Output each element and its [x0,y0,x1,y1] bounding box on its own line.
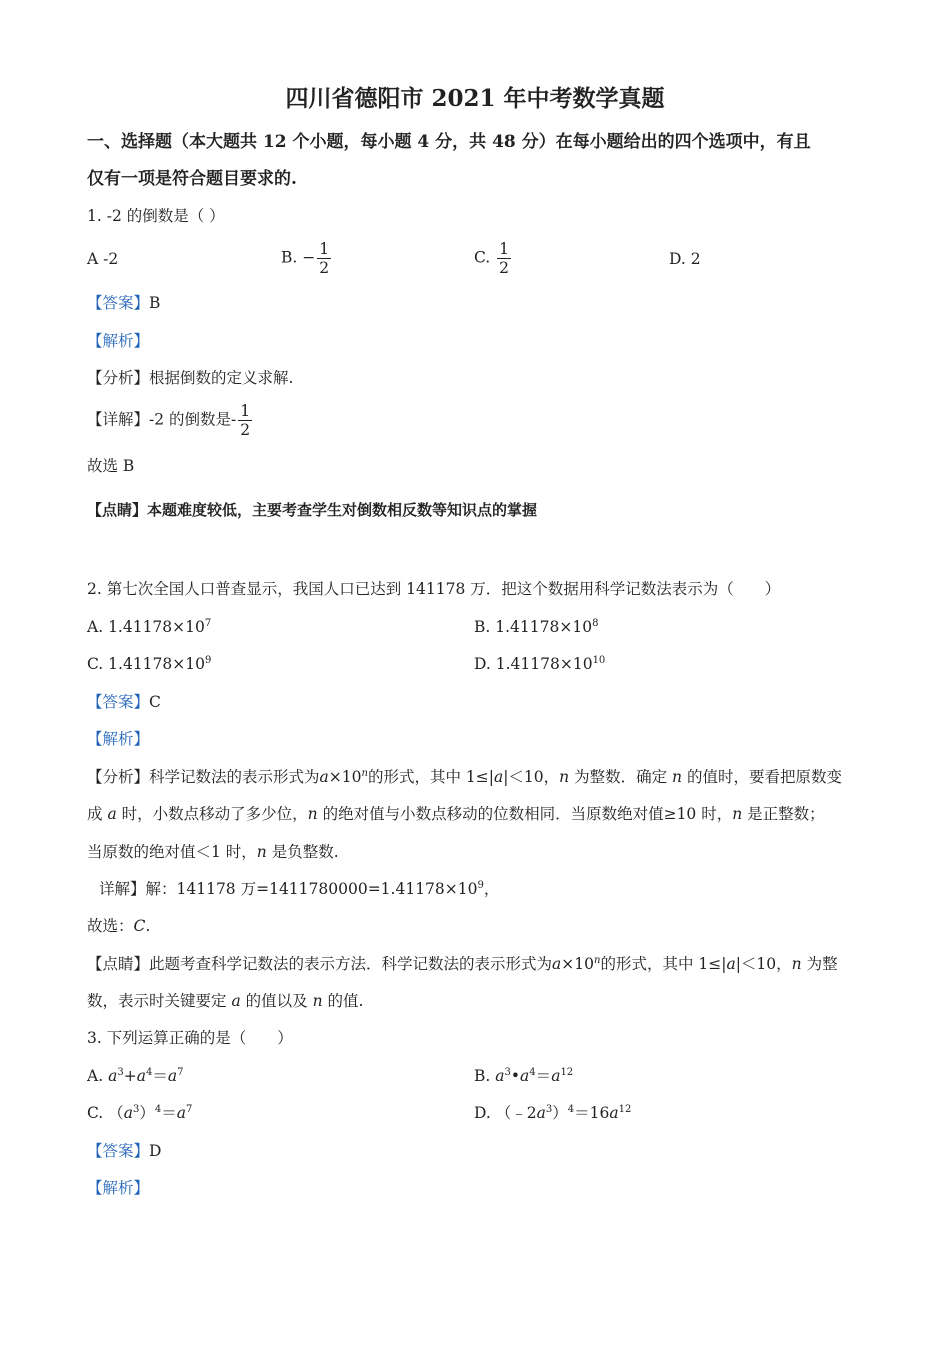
q1-option-c: C. $\frac{1}{2}$ [474,240,510,277]
q1-answer: 【答案】B [87,294,161,312]
q2-fenxi-line3: 当原数的绝对值＜1 时，n 是负整数. [87,843,339,861]
q2-dianjing-line2: 数，表示时关键要定 a 的值以及 n 的值. [87,992,364,1010]
q1-dianjing: 【点睛】本题难度较低，主要考查学生对倒数相反数等知识点的掌握 [87,501,538,519]
q1-choose: 故选 B [87,457,135,475]
q3-stem: 3. 下列运算正确的是（ ） [87,1029,293,1047]
q2-analysis-label: 【解析】 [87,730,150,748]
q3-option-c: C. $(a^3)^4=a^7$ [87,1104,193,1122]
q1-option-a: A -2 [87,250,119,268]
q1-option-b: B. − $\frac{1}{2}$ [281,240,330,277]
q2-option-b: B. $1.41178\times 10^8$ [474,618,599,636]
q3-option-d: D. $(﹣2a^3)^4=16a^{12}$ [474,1104,632,1122]
q3-analysis-label: 【解析】 [87,1179,150,1197]
q2-choose: 故选：C. [87,917,151,935]
q2-option-a: A. $1.41178\times 10^7$ [87,618,212,636]
q2-fenxi-line1: 【分析】科学记数法的表示形式为$a\times 10^n$的形式，其中 1≤|a|＜10，n 为整数．确定 n 的值时，要看把原数变 [87,768,842,786]
fraction: $\frac{1}{2}$ [240,402,251,439]
q2-option-d: D. $1.41178\times 10^{10}$ [474,655,606,673]
q1-stem: 1. -2 的倒数是（ ） [87,207,225,225]
fraction: $\frac{1}{2}$ [319,240,330,277]
q1-analysis-label: 【解析】 [87,332,150,350]
q3-option-b: B. $a^3•a^4=a^{12}$ [474,1067,574,1085]
q2-detail: 详解】解：141178 万$=1411780000=1.41178\times 10^9$， [99,880,500,898]
section-heading-line1: 一、选择题（本大题共 12 个小题，每小题 4 分，共 48 分）在每小题给出的四个选项中，有且 [87,132,811,152]
q1-fenxi: 【分析】根据倒数的定义求解. [87,369,294,387]
fraction: $\frac{1}{2}$ [499,240,510,277]
page-title: 四川省德阳市 2021 年中考数学真题 [285,85,665,112]
section-heading-line2: 仅有一项是符合题目要求的. [87,169,297,189]
q3-answer: 【答案】D [87,1142,162,1160]
q2-stem: 2. 第七次全国人口普查显示，我国人口已达到 141178 万．把这个数据用科学记数法表示为（ ） [87,580,781,598]
q1-option-d: D. 2 [669,250,701,268]
q2-option-c: C. $1.41178\times 10^9$ [87,655,212,673]
q2-dianjing-line1: 【点睛】此题考查科学记数法的表示方法．科学记数法的表示形式为$a\times 10^n$的形式，其中 1≤|a|＜10，n 为整 [87,955,838,973]
q2-fenxi-line2: 成 a 时，小数点移动了多少位，n 的绝对值与小数点移动的位数相同．当原数绝对值≥10 时，n 是正整数； [87,805,825,823]
q2-answer: 【答案】C [87,693,161,711]
q1-detail: 【详解】-2 的倒数是- $\frac{1}{2}$ [87,402,251,439]
q3-option-a: A. $a^3+a^4=a^7$ [87,1067,184,1085]
